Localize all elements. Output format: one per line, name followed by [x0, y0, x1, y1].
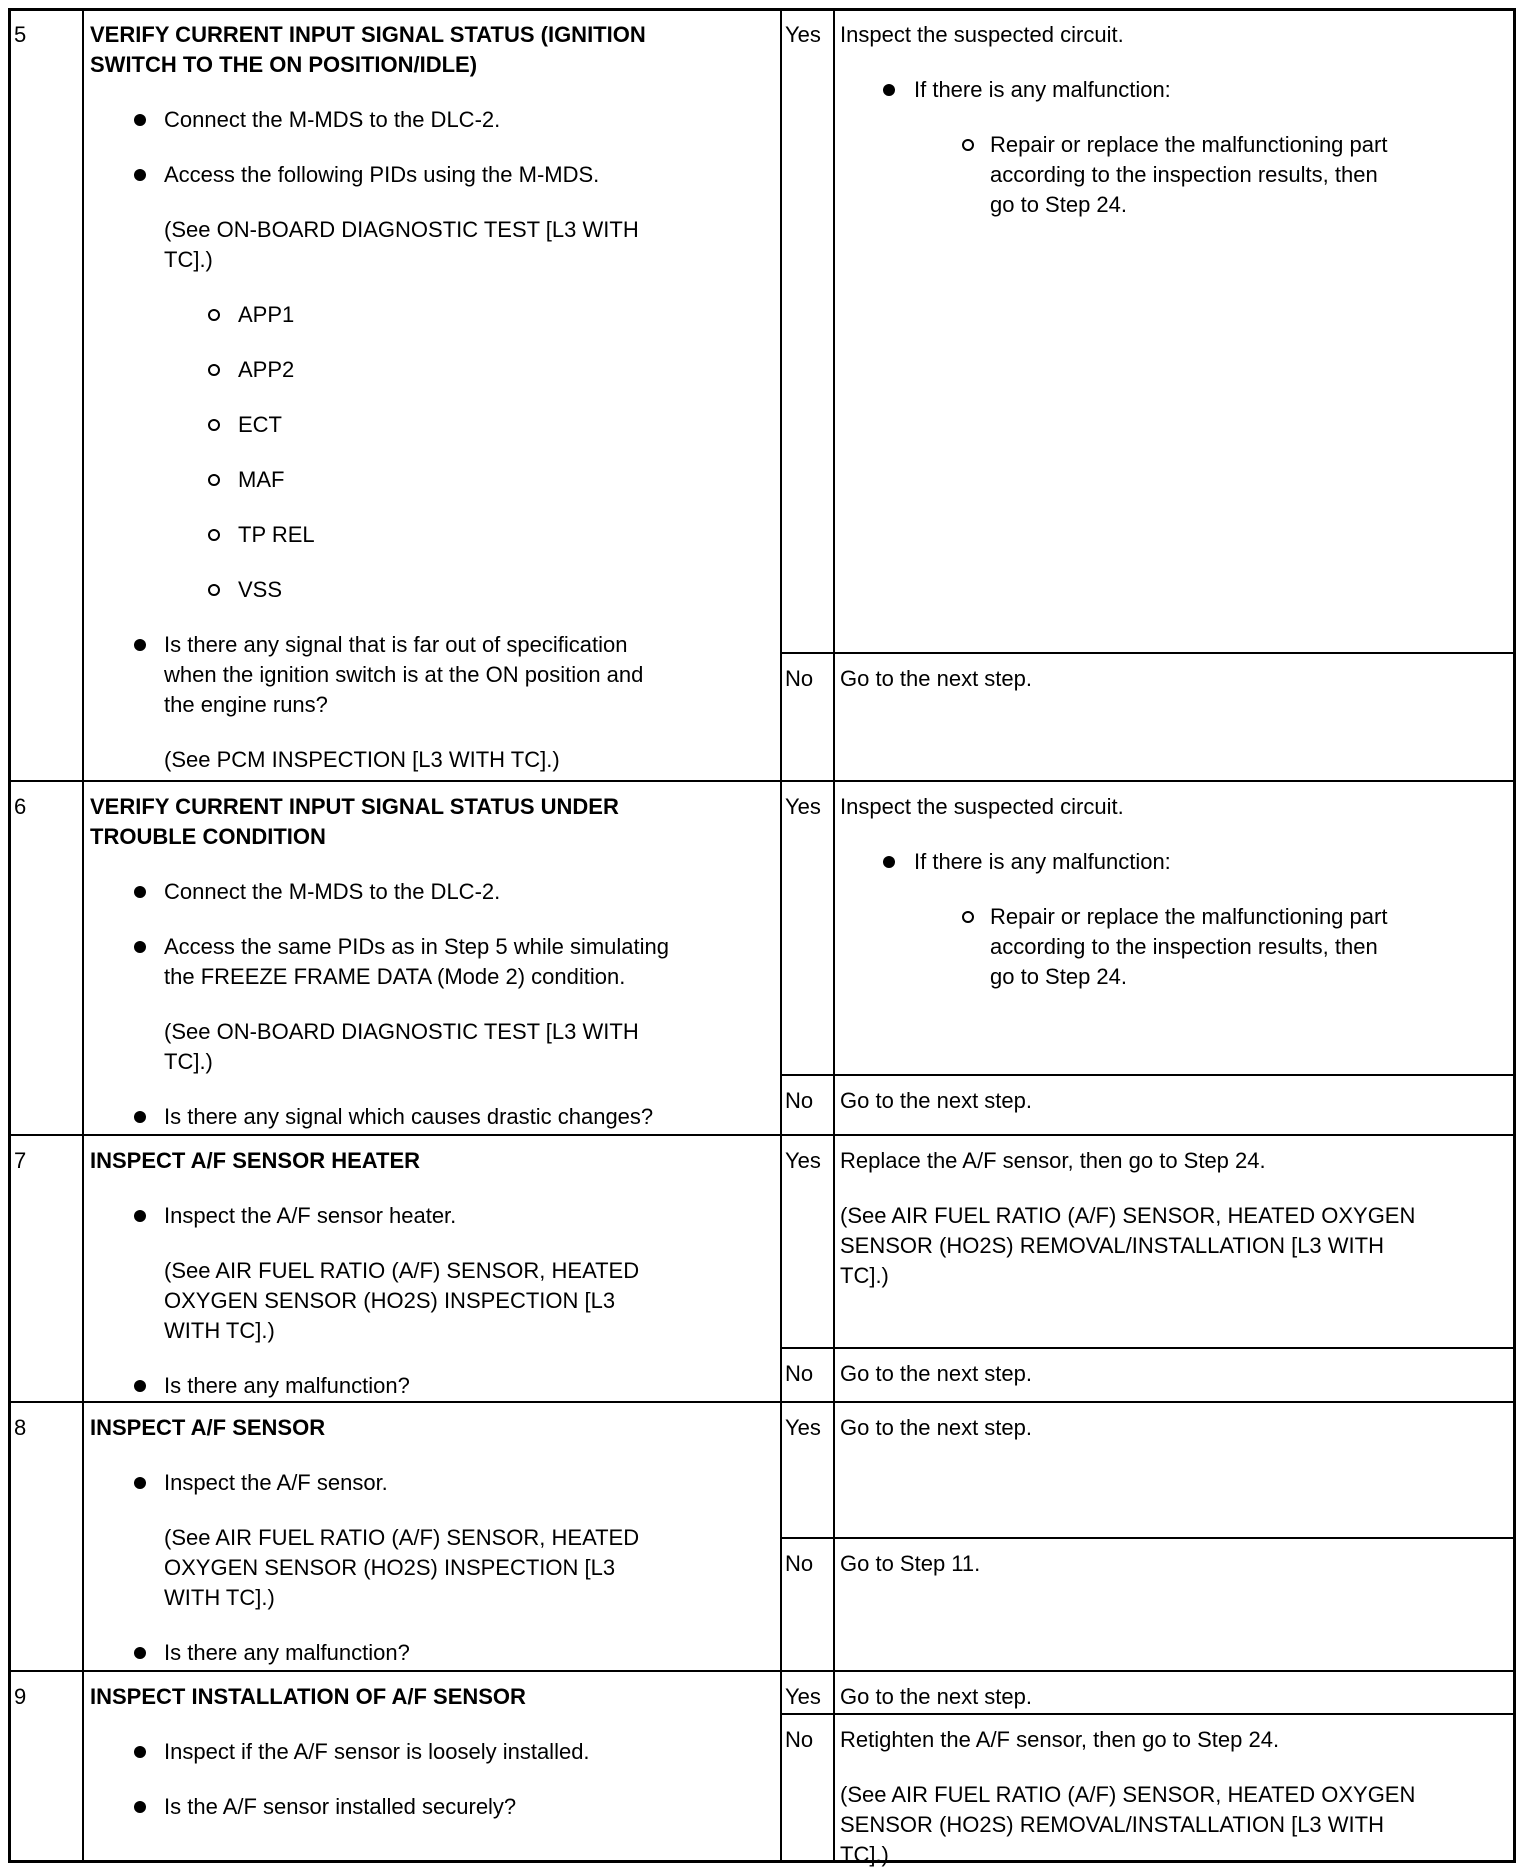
result-text: Go to the next step.: [840, 1415, 1033, 1440]
answer-label: No: [785, 666, 814, 691]
answer-divider: [780, 1537, 1516, 1539]
answer-divider: [780, 1347, 1516, 1349]
action-text: Access the following PIDs using the M-MDS.: [164, 162, 600, 187]
pid-item: TP REL: [238, 522, 315, 547]
bullet-icon: [134, 886, 146, 898]
bullet-icon: [134, 169, 146, 181]
reference-note: (See ON-BOARD DIAGNOSTIC TEST [L3 WITH: [164, 217, 639, 242]
action-text: Inspect the A/F sensor.: [164, 1470, 388, 1495]
step-number: 6: [14, 794, 27, 819]
pid-item: ECT: [238, 412, 282, 437]
answer-label: Yes: [785, 22, 821, 47]
answer-label: Yes: [785, 1148, 821, 1173]
result-text: Retighten the A/F sensor, then go to Step 24.: [840, 1727, 1280, 1752]
column-divider-action: [780, 8, 782, 1863]
bullet-icon: [883, 84, 895, 96]
action-text: the FREEZE FRAME DATA (Mode 2) condition.: [164, 964, 626, 989]
result-text: Go to the next step.: [840, 1088, 1033, 1113]
step-number: 5: [14, 22, 27, 47]
action-text: Inspect the A/F sensor heater.: [164, 1203, 457, 1228]
bullet-icon: [134, 1380, 146, 1392]
result-text: (See AIR FUEL RATIO (A/F) SENSOR, HEATED OXYGEN: [840, 1203, 1416, 1228]
step-title: INSPECT A/F SENSOR HEATER: [90, 1148, 421, 1173]
bullet-icon: [134, 1746, 146, 1758]
step-number: 8: [14, 1415, 27, 1440]
action-text: Is the A/F sensor installed securely?: [164, 1794, 517, 1819]
result-text: Go to the next step.: [840, 1361, 1033, 1386]
result-text: go to Step 24.: [990, 964, 1127, 989]
step-number: 7: [14, 1148, 27, 1173]
reference-note: WITH TC].): [164, 1318, 275, 1343]
result-text: Go to the next step.: [840, 1684, 1033, 1709]
action-text: Inspect if the A/F sensor is loosely installed.: [164, 1739, 590, 1764]
result-text: SENSOR (HO2S) REMOVAL/INSTALLATION [L3 WITH: [840, 1233, 1384, 1258]
result-text: If there is any malfunction:: [914, 849, 1171, 874]
column-divider-answer: [833, 8, 835, 1863]
bullet-icon: [134, 1647, 146, 1659]
action-text: Connect the M-MDS to the DLC-2.: [164, 879, 501, 904]
reference-note: (See AIR FUEL RATIO (A/F) SENSOR, HEATED: [164, 1258, 640, 1283]
sub-bullet-icon: [208, 419, 220, 431]
result-text: SENSOR (HO2S) REMOVAL/INSTALLATION [L3 WITH: [840, 1812, 1384, 1837]
action-text: Access the same PIDs as in Step 5 while simulating: [164, 934, 670, 959]
result-text: TC].): [840, 1842, 889, 1867]
pid-item: VSS: [238, 577, 283, 602]
action-text: when the ignition switch is at the ON position and: [164, 662, 644, 687]
row-divider: [8, 1134, 1516, 1136]
result-text: Repair or replace the malfunctioning part: [990, 904, 1388, 929]
result-text: If there is any malfunction:: [914, 77, 1171, 102]
bullet-icon: [134, 1801, 146, 1813]
sub-bullet-icon: [962, 911, 974, 923]
bullet-icon: [134, 941, 146, 953]
answer-divider: [780, 1074, 1516, 1076]
step-number: 9: [14, 1684, 27, 1709]
step-title: INSPECT INSTALLATION OF A/F SENSOR: [90, 1684, 526, 1709]
answer-label: No: [785, 1551, 814, 1576]
action-text: Is there any malfunction?: [164, 1640, 410, 1665]
action-text: the engine runs?: [164, 692, 328, 717]
result-text: Go to the next step.: [840, 666, 1033, 691]
answer-label: No: [785, 1361, 814, 1386]
column-divider-step: [82, 8, 84, 1863]
sub-bullet-icon: [208, 364, 220, 376]
row-divider: [8, 780, 1516, 782]
answer-divider: [780, 652, 1516, 654]
result-text: go to Step 24.: [990, 192, 1127, 217]
step-title: TROUBLE CONDITION: [90, 824, 326, 849]
action-text: Is there any signal which causes drastic changes?: [164, 1104, 654, 1129]
result-text: Go to Step 11.: [840, 1551, 981, 1576]
sub-bullet-icon: [208, 529, 220, 541]
result-text: Inspect the suspected circuit.: [840, 22, 1124, 47]
reference-note: OXYGEN SENSOR (HO2S) INSPECTION [L3: [164, 1288, 616, 1313]
row-divider: [8, 1401, 1516, 1403]
bullet-icon: [134, 639, 146, 651]
reference-note: WITH TC].): [164, 1585, 275, 1610]
answer-divider: [780, 1713, 1516, 1715]
bullet-icon: [134, 1477, 146, 1489]
reference-note: OXYGEN SENSOR (HO2S) INSPECTION [L3: [164, 1555, 616, 1580]
bullet-icon: [134, 1210, 146, 1222]
answer-label: Yes: [785, 1415, 821, 1440]
sub-bullet-icon: [208, 474, 220, 486]
bullet-icon: [883, 856, 895, 868]
sub-bullet-icon: [962, 139, 974, 151]
result-text: (See AIR FUEL RATIO (A/F) SENSOR, HEATED OXYGEN: [840, 1782, 1416, 1807]
row-divider: [8, 1670, 1516, 1672]
step-title: VERIFY CURRENT INPUT SIGNAL STATUS UNDER: [90, 794, 619, 819]
reference-note: (See PCM INSPECTION [L3 WITH TC].): [164, 747, 560, 772]
answer-label: No: [785, 1727, 814, 1752]
sub-bullet-icon: [208, 584, 220, 596]
bullet-icon: [134, 1111, 146, 1123]
bullet-icon: [134, 114, 146, 126]
action-text: Is there any signal that is far out of specification: [164, 632, 628, 657]
reference-note: TC].): [164, 247, 213, 272]
reference-note: (See AIR FUEL RATIO (A/F) SENSOR, HEATED: [164, 1525, 640, 1550]
sub-bullet-icon: [208, 309, 220, 321]
pid-item: APP2: [238, 357, 295, 382]
answer-label: No: [785, 1088, 814, 1113]
result-text: Replace the A/F sensor, then go to Step 24.: [840, 1148, 1266, 1173]
answer-label: Yes: [785, 794, 821, 819]
reference-note: TC].): [164, 1049, 213, 1074]
reference-note: (See ON-BOARD DIAGNOSTIC TEST [L3 WITH: [164, 1019, 639, 1044]
answer-label: Yes: [785, 1684, 821, 1709]
step-title: INSPECT A/F SENSOR: [90, 1415, 326, 1440]
result-text: Repair or replace the malfunctioning part: [990, 132, 1388, 157]
action-text: Connect the M-MDS to the DLC-2.: [164, 107, 501, 132]
step-title: SWITCH TO THE ON POSITION/IDLE): [90, 52, 478, 77]
result-text: according to the inspection results, then: [990, 934, 1378, 959]
result-text: according to the inspection results, then: [990, 162, 1378, 187]
action-text: Is there any malfunction?: [164, 1373, 410, 1398]
step-title: VERIFY CURRENT INPUT SIGNAL STATUS (IGNITION: [90, 22, 646, 47]
pid-item: APP1: [238, 302, 295, 327]
result-text: Inspect the suspected circuit.: [840, 794, 1124, 819]
pid-item: MAF: [238, 467, 285, 492]
result-text: TC].): [840, 1263, 889, 1288]
